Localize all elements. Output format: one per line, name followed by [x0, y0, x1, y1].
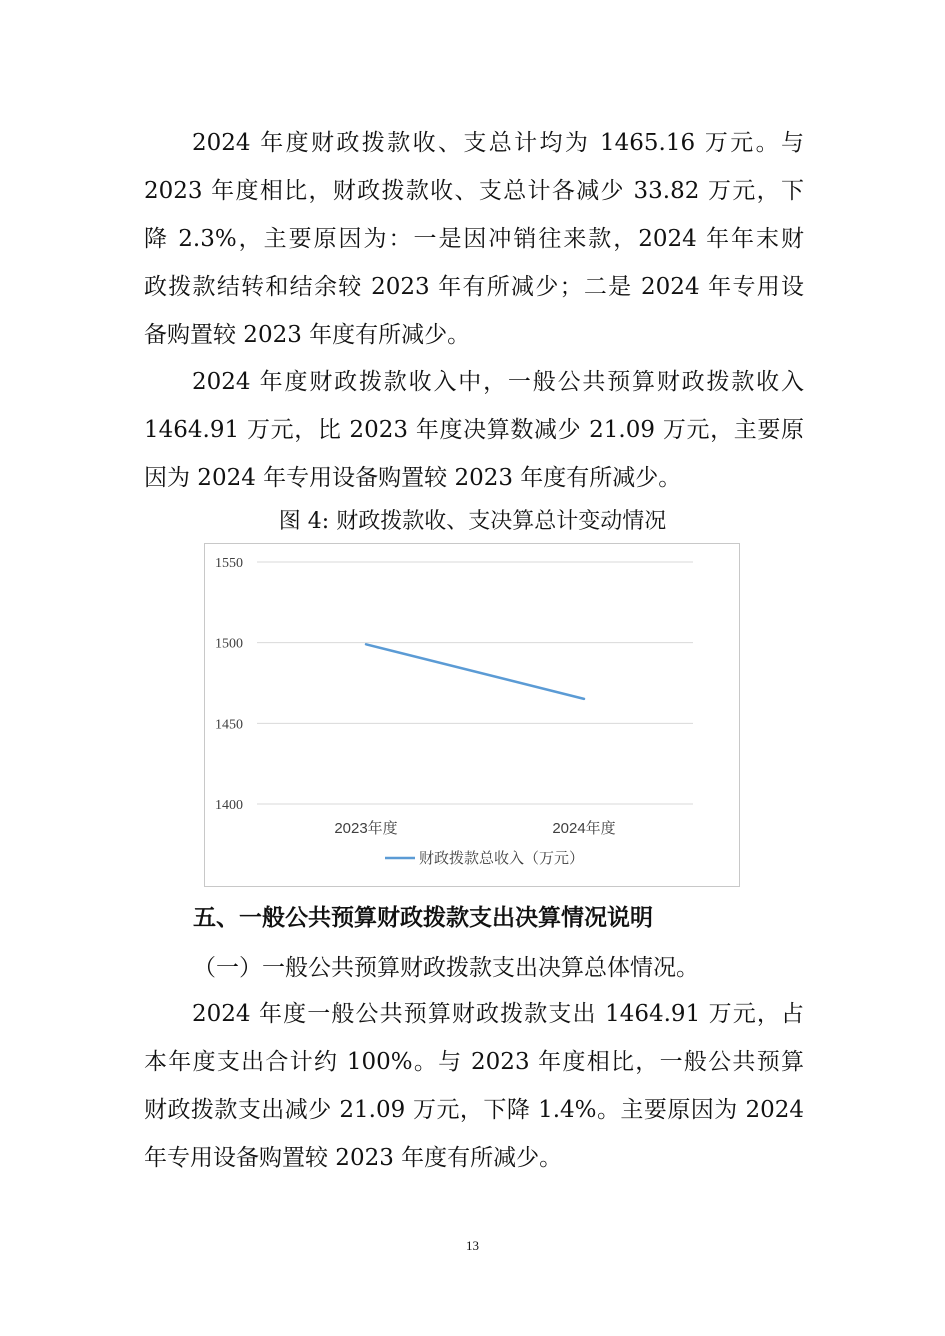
legend-label: 财政拨款总收入（万元）: [419, 849, 585, 867]
text-line: 财政拨款支出减少 21.09 万元，下降 1.4%。主要原因为 2024: [144, 1097, 804, 1123]
y-tick-label: 1450: [215, 717, 243, 733]
x-tick-label: 2024年度: [552, 820, 616, 837]
series-line: [366, 644, 584, 699]
text-line: 本年度支出合计约 100%。与 2023 年度相比，一般公共预算: [144, 1049, 804, 1075]
text-line: 备购置较 2023 年度有所减少。: [144, 322, 471, 348]
chart-canvas: [205, 544, 739, 886]
text-line: 2024 年度财政拨款收、支总计均为 1465.16 万元。与: [192, 130, 804, 156]
y-tick-label: 1550: [215, 556, 243, 571]
text-line: 年专用设备购置较 2023 年度有所减少。: [144, 1145, 563, 1171]
x-tick-label: 2023年度: [334, 820, 398, 837]
text-line: 降 2.3%，主要原因为：一是因冲销往来款，2024 年年末财: [144, 226, 804, 252]
section-heading: 五、一般公共预算财政拨款支出决算情况说明: [193, 905, 653, 931]
text-line: 2024 年度财政拨款收入中，一般公共预算财政拨款收入: [192, 369, 804, 395]
text-line: 2023 年度相比，财政拨款收、支总计各减少 33.82 万元，下: [144, 178, 804, 204]
paragraph-fiscal-income: [144, 358, 804, 502]
paragraph-general-budget-expenditure: [144, 990, 804, 1182]
text-line: 1464.91 万元，比 2023 年度决算数减少 21.09 万元，主要原: [144, 417, 804, 443]
subsection-heading: （一）一般公共预算财政拨款支出决算总体情况。: [193, 955, 699, 981]
text-line: 因为 2024 年专用设备购置较 2023 年度有所减少。: [144, 465, 682, 491]
text-line: 政拨款结转和结余较 2023 年有所减少；二是 2024 年专用设: [144, 274, 804, 300]
line-chart: [204, 543, 740, 887]
page-number: 13: [466, 1238, 479, 1253]
paragraph-fiscal-totals: [144, 119, 804, 359]
y-tick-label: 1500: [215, 636, 243, 652]
y-tick-label: 1400: [215, 798, 243, 813]
figure-caption: 图 4: 财政拨款收、支决算总计变动情况: [278, 509, 667, 534]
text-line: 2024 年度一般公共预算财政拨款支出 1464.91 万元，占: [192, 1001, 804, 1027]
